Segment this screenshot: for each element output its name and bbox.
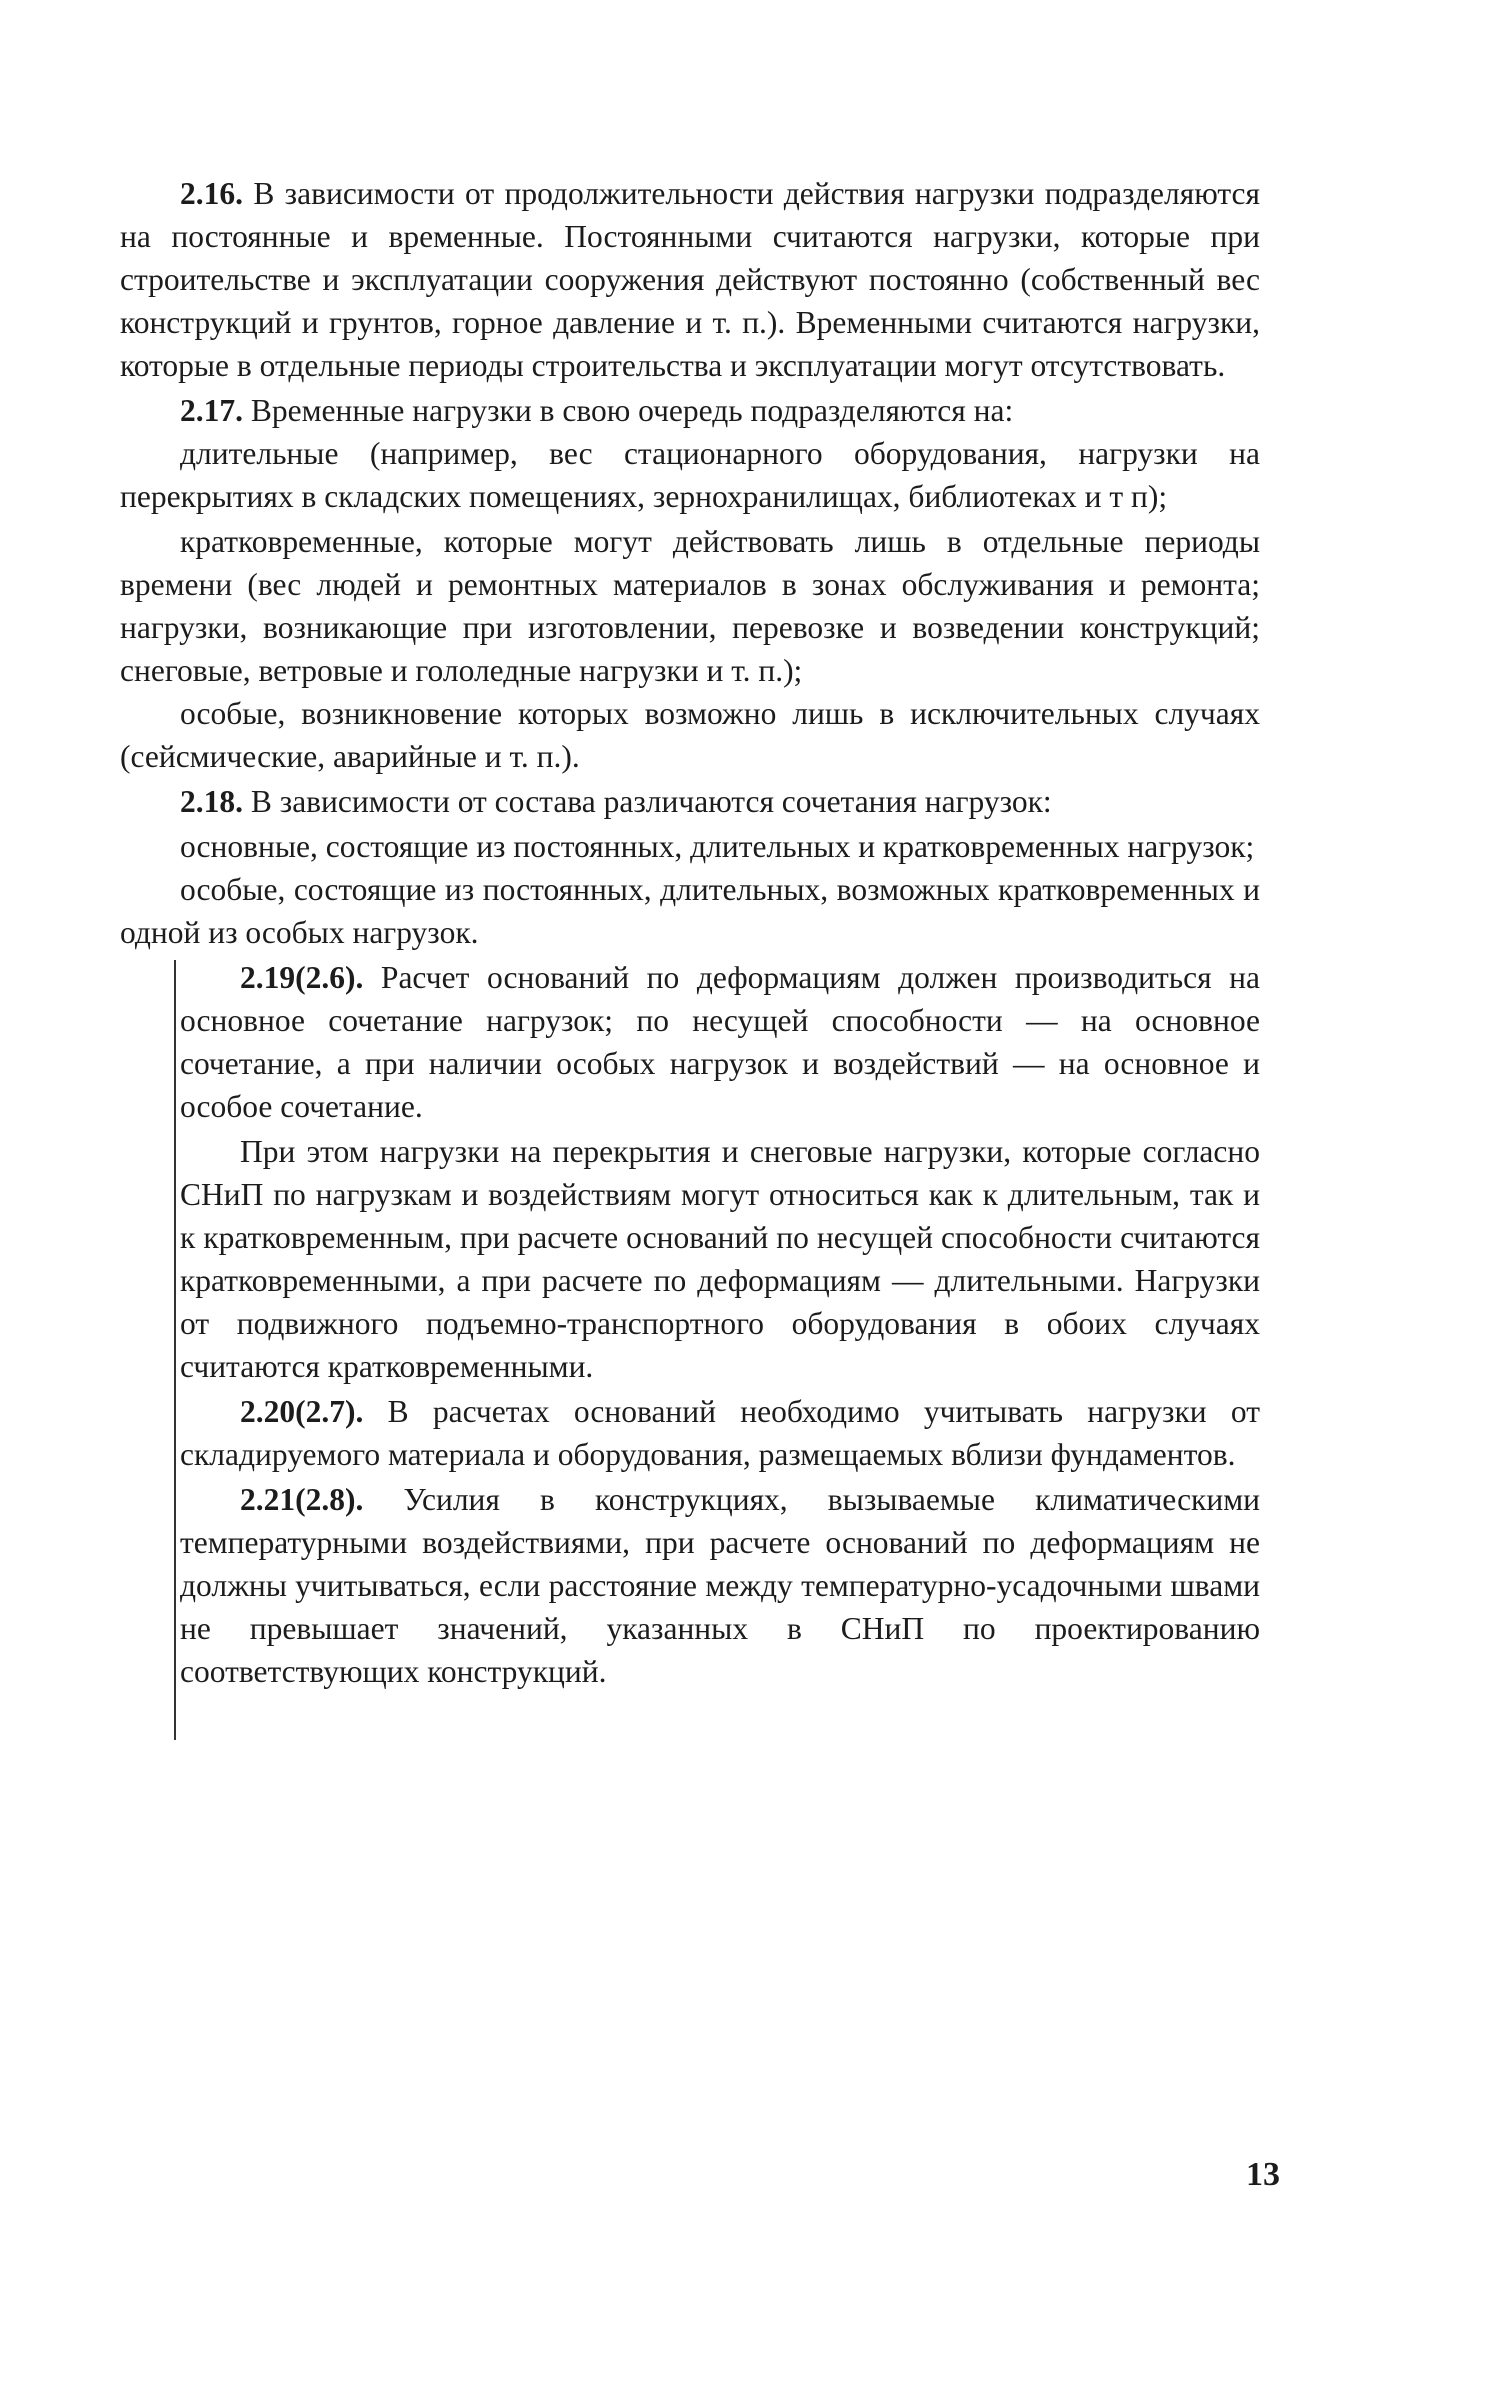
paragraph-text: особые, состоящие из постоянных, длительных, возможных кратковременных и одной из особых нагрузок. [120, 872, 1260, 950]
paragraph-text: В расчетах оснований необходимо учитывать нагрузки от складируемого материала и оборудования, размещаемых вблизи фундаментов. [180, 1394, 1260, 1472]
paragraph-text: длительные (например, вес стационарного оборудования, нагрузки на перекрытиях в складских помещениях, зернохранилищах, библиотеках и т п); [120, 436, 1260, 514]
paragraph-2-20 [180, 1390, 1260, 1476]
clause-number: 2.21(2.8). [240, 1482, 364, 1517]
page-number: 13 [1246, 2156, 1280, 2193]
clause-number: 2.19(2.6). [240, 960, 364, 995]
paragraph-special-loads [120, 692, 1260, 778]
clause-number: 2.20(2.7). [240, 1394, 364, 1429]
paragraph-special-combinations [120, 868, 1260, 954]
clause-number: 2.17. [180, 393, 243, 428]
paragraph-basic-combinations [120, 825, 1260, 868]
body-text [120, 172, 1260, 1693]
paragraph-short-term-loads [120, 520, 1260, 692]
paragraph-text: Усилия в конструкциях, вызываемые климатическими температурными воздействиями, при расчете оснований по деформациям не должны учитываться, если расстояние между температурно-усадочными швами не превышает значений, указанных в СНиП по проектированию соответствующих конструкций. [180, 1482, 1260, 1689]
paragraph-2-18 [120, 780, 1260, 823]
paragraph-2-16 [120, 172, 1260, 387]
paragraph-text: В зависимости от состава различаются сочетания нагрузок: [243, 784, 1052, 819]
paragraph-text: Расчет оснований по деформациям должен производиться на основное сочетание нагрузок; по несущей способности — на основное сочетание, а при наличии особых нагрузок и воздействий — на основное и особое сочетание. [180, 960, 1260, 1124]
paragraph-load-notes [180, 1130, 1260, 1388]
paragraph-2-17 [120, 389, 1260, 432]
paragraph-2-21 [180, 1478, 1260, 1693]
paragraph-text: Временные нагрузки в свою очередь подразделяются на: [243, 393, 1014, 428]
paragraph-2-19 [180, 956, 1260, 1128]
paragraph-text: В зависимости от продолжительности действия нагрузки подразделяются на постоянные и временные. Постоянными считаются нагрузки, которые при строительстве и эксплуатации сооружения действуют постоянно (собственный вес конструкций и грунтов, горное давление и т. п.). Временными считаются нагрузки, которые в отдельные периоды строительства и эксплуатации могут отсутствовать. [120, 176, 1260, 383]
revised-section [180, 956, 1260, 1693]
paragraph-text: кратковременные, которые могут действовать лишь в отдельные периоды времени (вес людей и ремонтных материалов в зонах обслуживания и ремонта; нагрузки, возникающие при изготовлении, перевозке и возведении конструкций; снеговые, ветровые и гололедные нагрузки и т. п.); [120, 524, 1260, 688]
clause-number: 2.18. [180, 784, 243, 819]
clause-number: 2.16. [180, 176, 243, 211]
paragraph-long-term-loads [120, 432, 1260, 518]
revision-marker-line [174, 960, 176, 1740]
paragraph-text: При этом нагрузки на перекрытия и снеговые нагрузки, которые согласно СНиП по нагрузкам и воздействиям могут относиться как к длительным, так и к кратковременным, при расчете оснований по несущей способности считаются кратковременными, а при расчете по деформациям — длительными. Нагрузки от подвижного подъемно-транспортного оборудования в обоих случаях считаются кратковременными. [180, 1134, 1260, 1384]
paragraph-text: основные, состоящие из постоянных, длительных и кратковременных нагрузок; [180, 829, 1255, 864]
paragraph-text: особые, возникновение которых возможно лишь в исключительных случаях (сейсмические, аварийные и т. п.). [120, 696, 1260, 774]
